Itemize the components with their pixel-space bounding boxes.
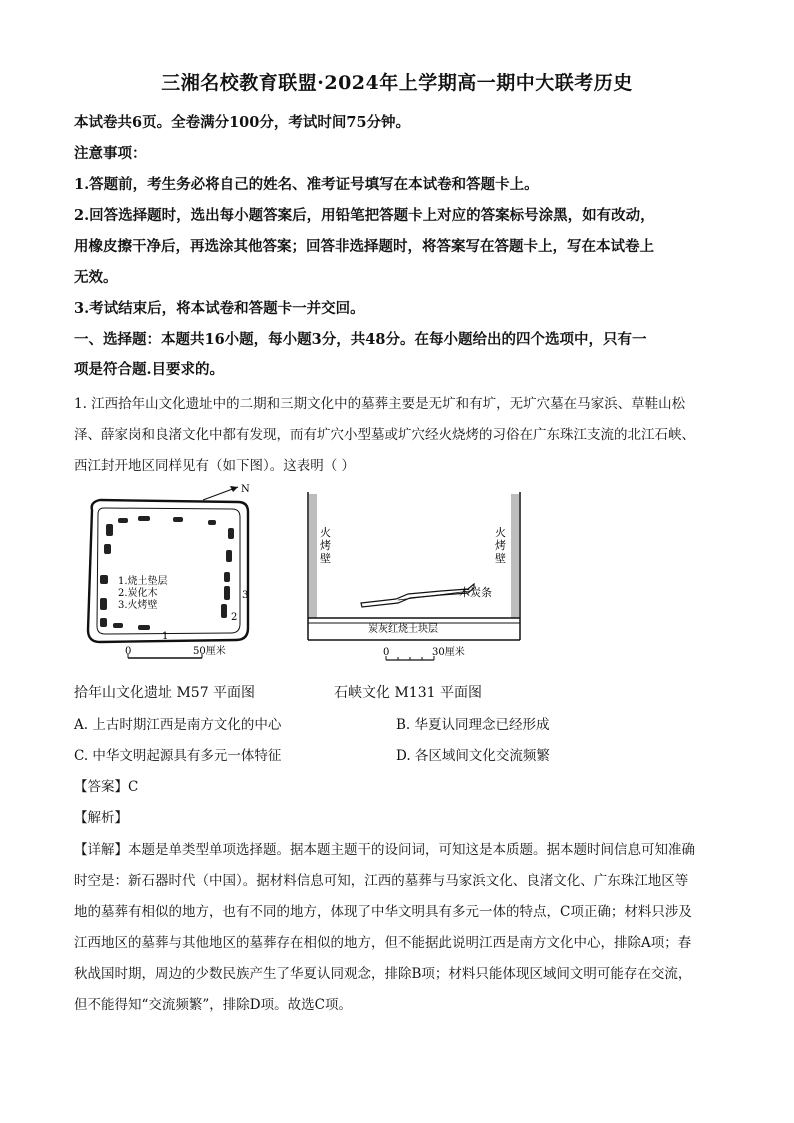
notice-item-1: 1.答题前，考生务必将自己的姓名、准考证号填写在本试卷和答题卡上。	[74, 176, 539, 193]
marker-3: 3	[242, 590, 249, 601]
wall-label-right-2: 烤	[495, 539, 506, 552]
detail-line-4: 江西地区的墓葬与其他地区的墓葬存在相似的地方，但不能据此说明江西是南方文化中心，排除A项；春	[74, 935, 692, 951]
section-heading-line-1: 一、选择题：本题共16小题，每小题3分，共48分。在每小题给出的四个选项中，只有一	[74, 331, 647, 348]
notice-item-3: 3.考试结束后，将本试卷和答题卡一并交回。	[74, 300, 365, 317]
detail-line-5: 秋战国时期，周边的少数民族产生了华夏认同观念，排除B项；材料只能体现区域间文明可能存在交流，	[74, 966, 692, 982]
wall-label-left-1: 火	[320, 526, 331, 539]
detail-line-6: 但不能得知“交流频繁”，排除D项。故选C项。	[74, 997, 352, 1013]
legend-item-1: 1.烧土垫层	[118, 576, 168, 587]
pit-outline-outer	[88, 500, 248, 642]
charred-wood-blocks	[100, 516, 234, 630]
notice-title: 注意事项：	[74, 145, 147, 162]
wall-label-right-3: 壁	[495, 552, 506, 565]
layer-label: 炭灰红烧土块层	[368, 624, 438, 635]
option-b: B. 华夏认同理念已经形成	[396, 717, 550, 733]
figure-caption-left: 拾年山文化遗址 M57 平面图	[74, 685, 256, 701]
scale-label-end: 30厘米	[432, 647, 465, 658]
burnt-wall-left	[309, 494, 317, 618]
section-heading-line-2: 项是符合题.目要求的。	[74, 361, 225, 378]
question-1-stem-line-2: 泽、薛家岗和良渚文化中都有发现，而有圹穴小型墓或圹穴经火烧烤的习俗在广东珠江支流的北江石峡、	[74, 427, 695, 443]
notice-item-2-line-3: 无效。	[74, 269, 118, 286]
option-a: A. 上古时期江西是南方文化的中心	[74, 717, 282, 733]
scale-label-end: 50厘米	[193, 646, 226, 657]
pit-outline-inner	[97, 508, 240, 634]
charcoal-label: 木炭条	[459, 586, 492, 599]
question-1-stem-line-3: 西江封开地区同样见有（如下图）。这表明（ ）	[74, 458, 356, 474]
figure-m57-plan	[78, 480, 273, 670]
detail-line-1: 【详解】本题是单类型单项选择题。据本题主题干的设问词，可知这是本质题。据本题时间信息可知准确	[74, 842, 695, 858]
wall-label-left-3: 壁	[320, 552, 331, 565]
charcoal-strip	[361, 584, 474, 607]
detail-line-3: 地的墓葬有相似的地方，也有不同的地方，体现了中华文明具有多元一体的特点，C项正确；材料只涉及	[74, 904, 692, 920]
legend-item-2: 2.炭化木	[118, 588, 158, 599]
marker-1: 1	[162, 631, 169, 642]
analysis-title: 【解析】	[74, 810, 128, 826]
north-label: N	[241, 484, 250, 495]
option-c: C. 中华文明起源具有多元一体特征	[74, 748, 282, 764]
answer-label: 【答案】C	[74, 779, 139, 795]
legend-item-3: 3.火烤壁	[118, 600, 158, 611]
detail-line-2: 时空是：新石器时代（中国）。据材料信息可知，江西的墓葬与马家浜文化、良渚文化、广东珠江地区等	[74, 873, 689, 889]
option-d: D. 各区域间文化交流频繁	[396, 748, 550, 764]
notice-item-2-line-2: 用橡皮擦干净后，再选涂其他答案；回答非选择题时，将答案写在答题卡上，写在本试卷上	[74, 238, 654, 255]
figure-m131-plan	[306, 490, 524, 670]
exam-info: 本试卷共6页。全卷满分100分，考试时间75分钟。	[74, 114, 411, 131]
question-1-stem-line-1: 1. 江西拾年山文化遗址中的二期和三期文化中的墓葬主要是无圹和有圹，无圹穴墓在马家浜、草鞋山松	[74, 396, 686, 412]
wall-label-left	[320, 525, 335, 565]
notice-item-2-line-1: 2.回答选择题时，选出每小题答案后，用铅笔把答题卡上对应的答案标号涂黑，如有改动，	[74, 207, 655, 224]
page-title: 三湘名校教育联盟·2024年上学期高一期中大联考历史	[161, 72, 633, 94]
marker-2: 2	[231, 612, 238, 623]
wall-label-left-2: 烤	[320, 539, 331, 552]
figure-caption-right: 石峡文化 M131 平面图	[334, 685, 482, 701]
scale-label-0: 0	[383, 647, 390, 658]
wall-label-right	[495, 525, 510, 565]
wall-label-right-1: 火	[495, 526, 506, 539]
burnt-wall-right	[511, 494, 519, 618]
scale-label-0: 0	[125, 646, 132, 657]
